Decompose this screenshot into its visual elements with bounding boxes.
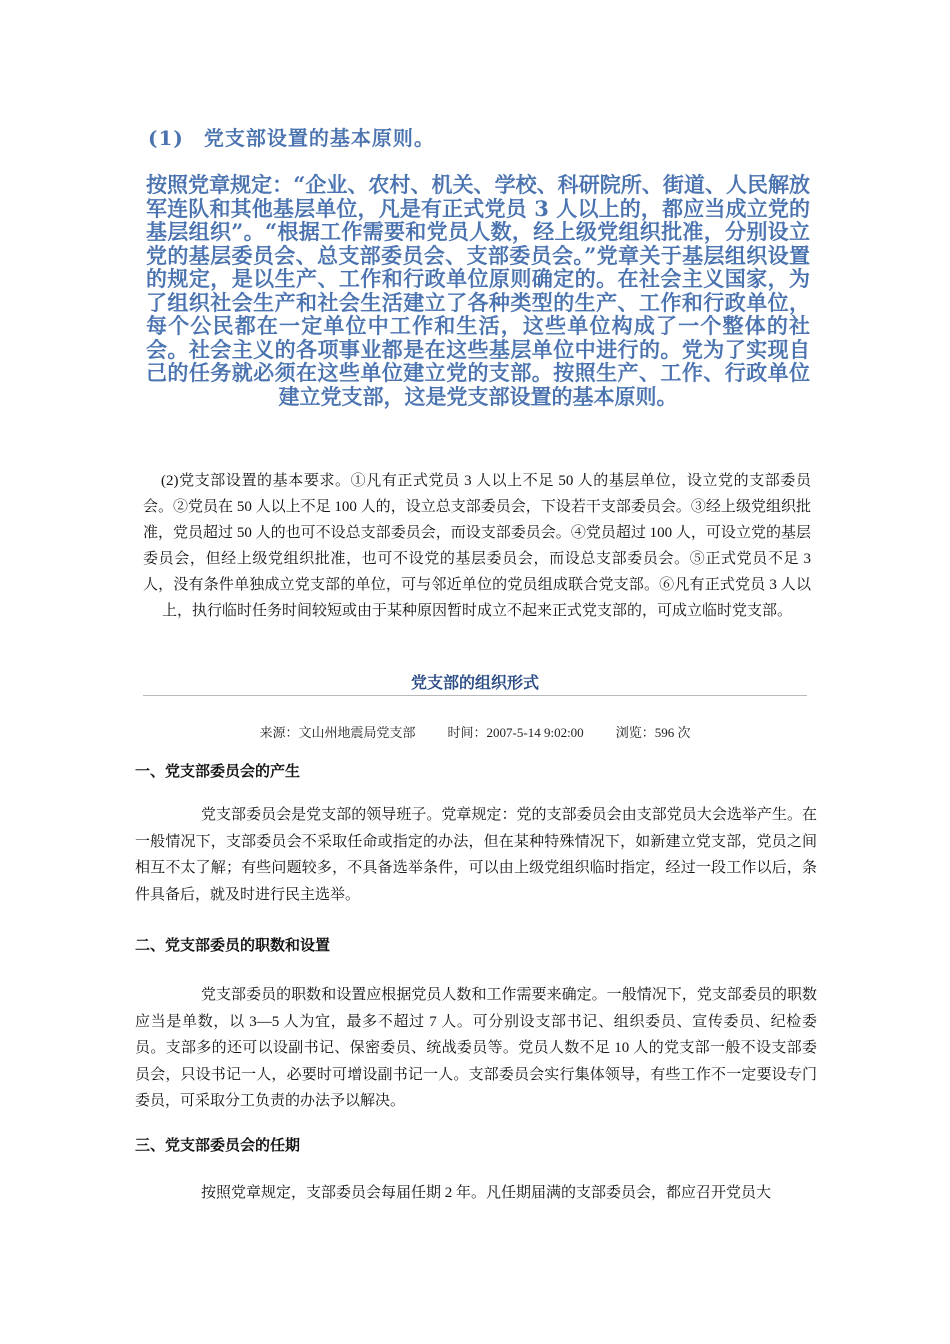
heading-3: 三、党支部委员会的任期 [135, 1136, 301, 1154]
paragraph-2: 党支部委员的职数和设置应根据党员人数和工作需要来确定。一般情况下，党支部委员的职数应当是单数，以 3—5 人为宜，最多不超过 7 人。可分别设支部书记、组织委员、宣传委员、纪检委员。支部多的还可以设副书记、保密委员、统战委员等。党员人数不足 10 人的党支部一般不设支部委员会，只设书记一人，必要时可增设副书记一人。支部委员会实行集体领导，有些工作不一定要设专门委员，可采取分工负责的办法予以解决。 [135, 987, 817, 1109]
section-1-body: 按照党章规定：“企业、农村、机关、学校、科研院所、街道、人民解放军连队和其他基层单位，凡是有正式党员 3 人以上的，都应当成立党的基层组织”。“根据工作需要和党员人数，经上级党组织批准，分别设立党的基层委员会、总支部委员会、支部委员会。”党章关于基层组织设置的规定，是以生产、工作和行政单位原则确定的。在社会主义国家，为了组织社会生产和社会生活建立了各种类型的生产、工作和行政单位，每个公民都在一定单位中工作和生活，这些单位构成了一个整体的社会。社会主义的各项事业都是在这些基层单位中进行的。党为了实现自己的任务就必须在这些单位建立党的支部。按照生产、工作、行政单位建立党支部，这是党支部设置的基本原则。 [146, 172, 810, 409]
section-1-title: 党支部设置的基本原则。 [203, 126, 435, 150]
paragraph-1: 党支部委员会是党支部的领导班子。党章规定：党的支部委员会由支部党员大会选举产生。在一般情况下，支部委员会不采取任命或指定的办法，但在某种特殊情况下，如新建立党支部，党员之间相互不太了解；有些问题较多，不具备选举条件，可以由上级党组织临时指定，经过一段工作以后，条件具备后，就及时进行民主选举。 [135, 807, 817, 903]
section-2-body: (2)党支部设置的基本要求。①凡有正式党员 3 人以上不足 50 人的基层单位，设立党的支部委员会。②党员在 50 人以上不足 100 人的，设立总支部委员会，下设若干支部委员会。③经上级党组织批准，党员超过 50 人的也可不设总支部委员会，而设支部委员会。④党员超过 100 人，可设立党的基层委员会，但经上级党组织批准，也可不设党的基层委员会，而设总支部委员会。⑤正式党员不足 3 人，没有条件单独成立党支部的单位，可与邻近单位的党员组成联合党支部。⑥凡有正式党员 3 人以上，执行临时任务时间较短或由于某种原因暂时成立不起来正式党支部的，可成立临时党支部。 [143, 473, 811, 619]
section-1-heading [148, 122, 435, 151]
article-views: 浏览：596 次 [615, 725, 691, 740]
paragraph-3: 按照党章规定，支部委员会每届任期 2 年。凡任期届满的支部委员会，都应召开党员大 [201, 1185, 772, 1201]
article-time: 时间：2007-5-14 9:02:00 [447, 725, 584, 740]
title-divider [143, 695, 807, 696]
article-meta [143, 722, 807, 741]
article-source: 来源：文山州地震局党支部 [259, 725, 416, 740]
heading-1: 一、党支部委员会的产生 [135, 762, 301, 780]
heading-2: 二、党支部委员的职数和设置 [135, 936, 331, 954]
section-1-number: (1) [148, 126, 184, 150]
article-title: 党支部的组织形式 [410, 673, 539, 692]
